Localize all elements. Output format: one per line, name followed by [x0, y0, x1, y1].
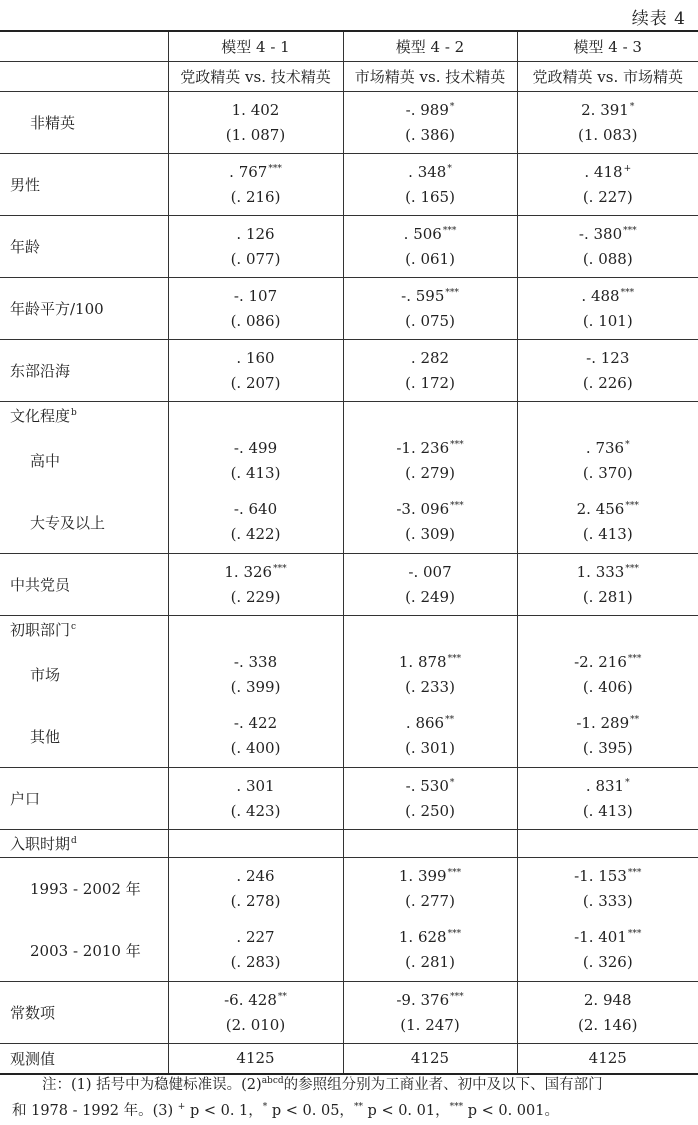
row-label-text: 2003 - 2010 年	[30, 941, 141, 960]
estimate-cell	[168, 644, 343, 706]
significance-marker: +	[623, 163, 632, 174]
significance-marker: ***	[442, 225, 457, 236]
table-body	[0, 92, 698, 1074]
coefficient-value: . 160	[236, 348, 275, 367]
estimate-cell	[343, 644, 517, 706]
row-label-text: 中共党员	[10, 576, 71, 594]
table-caption: 续表 4	[631, 9, 686, 29]
standard-error: (. 249)	[405, 587, 455, 606]
coefficient	[518, 988, 698, 1013]
note-text: p < 0. 001。	[463, 1103, 559, 1119]
standard-error: (. 172)	[405, 373, 455, 392]
row-label-text: 男性	[10, 176, 41, 194]
significance-marker: *	[449, 101, 455, 112]
standard-error: (. 370)	[582, 463, 633, 482]
estimate-cell	[517, 982, 698, 1044]
significance-marker: *	[449, 777, 455, 788]
coefficient	[344, 222, 517, 247]
row-label	[0, 616, 168, 644]
row-label-text: 市场	[30, 666, 61, 684]
row-label-text: 文化程度	[10, 407, 71, 426]
note-text: 和 1978 - 1992 年。(3)	[12, 1103, 174, 1119]
estimate-cell	[517, 216, 698, 278]
standard-error: (. 395)	[582, 739, 633, 758]
row-label-text: 非精英	[30, 114, 76, 132]
estimate-cell	[517, 920, 698, 982]
model-header: 模型 4 - 2	[343, 31, 517, 62]
row-label-text: 入职时期	[10, 835, 71, 853]
row-label	[0, 340, 168, 402]
significance-marker: ***	[623, 225, 637, 236]
significance-marker: ***	[445, 287, 459, 298]
coefficient-value: -. 338	[233, 652, 278, 671]
row-label	[0, 402, 168, 430]
estimate-cell	[517, 858, 698, 920]
estimate-cell	[517, 644, 698, 706]
significance-marker: **	[277, 991, 287, 1002]
coefficient-value: -2. 216	[574, 652, 627, 671]
coefficient	[518, 774, 698, 799]
estimate-cell	[517, 154, 698, 216]
coefficient-value: . 736	[585, 438, 625, 457]
coefficient	[169, 988, 343, 1013]
standard-error: (. 422)	[230, 525, 281, 544]
coefficient	[169, 774, 343, 799]
standard-error: (. 278)	[230, 891, 281, 910]
estimate-cell	[168, 554, 343, 616]
estimate-cell	[517, 492, 698, 554]
row-label-text: 年龄平方/100	[10, 300, 104, 318]
coefficient	[344, 711, 517, 736]
coefficient	[344, 650, 517, 675]
coefficient-value: 2. 391	[581, 100, 629, 119]
significance-marker: ***	[268, 163, 282, 174]
significance-marker: ***	[450, 991, 464, 1002]
estimate-cell	[517, 616, 698, 644]
table-group-row	[0, 402, 698, 430]
standard-error: (. 207)	[230, 373, 281, 392]
coefficient	[518, 1046, 698, 1071]
table-row	[0, 278, 698, 340]
coefficient	[518, 222, 698, 247]
coefficient	[518, 497, 698, 522]
estimate-cell	[168, 706, 343, 768]
estimate-cell	[517, 340, 698, 402]
note-superscript: **	[353, 1102, 363, 1113]
row-label-text: 1993 - 2002 年	[30, 880, 141, 899]
row-label	[0, 982, 168, 1044]
coefficient	[518, 436, 698, 461]
regression-table	[0, 30, 698, 1075]
standard-error: (2. 146)	[578, 1015, 638, 1034]
coefficient-value: . 282	[410, 348, 450, 367]
estimate-cell	[343, 554, 517, 616]
estimate-cell	[168, 430, 343, 492]
coefficient-value: 2. 948	[583, 990, 632, 1009]
header-empty-cell	[0, 31, 168, 62]
significance-marker: ***	[450, 501, 464, 512]
estimate-cell	[168, 92, 343, 154]
note-text: 的参照组分别为工商业者、初中及以下、国有部门	[283, 1077, 603, 1093]
standard-error: (. 283)	[230, 953, 281, 972]
standard-error: (. 075)	[405, 311, 455, 330]
coefficient-value: 1. 333	[576, 562, 625, 581]
row-label	[0, 830, 168, 858]
coefficient	[518, 346, 698, 371]
estimate-cell	[517, 706, 698, 768]
standard-error: (. 077)	[230, 249, 281, 268]
note-superscript: *	[262, 1102, 268, 1113]
table-row	[0, 644, 698, 706]
coefficient-value: . 301	[236, 776, 275, 795]
table-row	[0, 920, 698, 982]
model-header: 模型 4 - 3	[517, 31, 698, 62]
coefficient-value: -. 123	[586, 348, 630, 367]
estimate-cell	[343, 706, 517, 768]
standard-error: (1. 247)	[400, 1015, 460, 1034]
coefficient	[169, 711, 343, 736]
standard-error: (. 227)	[582, 187, 633, 206]
coefficient	[518, 864, 698, 889]
coefficient	[169, 284, 343, 309]
coefficient-value: -. 499	[233, 438, 278, 457]
coefficient-value: . 488	[581, 286, 620, 305]
standard-error: (. 413)	[582, 801, 633, 820]
row-label	[0, 492, 168, 554]
standard-error: (. 301)	[405, 739, 455, 758]
significance-marker: ***	[627, 653, 642, 664]
estimate-cell	[168, 858, 343, 920]
coefficient	[344, 925, 517, 950]
estimate-cell	[168, 492, 343, 554]
estimate-cell	[343, 402, 517, 430]
note-line-2	[12, 1098, 682, 1124]
estimate-cell	[517, 402, 698, 430]
coefficient	[169, 925, 343, 950]
standard-error: (. 165)	[405, 187, 455, 206]
standard-error: (. 281)	[582, 587, 633, 606]
coefficient-value: -. 380	[578, 224, 623, 243]
comparison-header: 市场精英 vs. 技术精英	[343, 62, 517, 92]
row-label	[0, 216, 168, 278]
coefficient	[169, 160, 343, 185]
coefficient	[169, 222, 343, 247]
table-group-row	[0, 616, 698, 644]
estimate-cell	[517, 92, 698, 154]
significance-marker: ***	[447, 867, 462, 878]
row-label	[0, 92, 168, 154]
estimate-cell	[343, 492, 517, 554]
estimate-cell	[343, 920, 517, 982]
standard-error: (. 277)	[405, 891, 455, 910]
coefficient-value: -1. 401	[574, 928, 627, 947]
standard-error: (. 233)	[405, 677, 455, 696]
standard-error: (. 279)	[405, 463, 455, 482]
note-superscript: +	[177, 1102, 186, 1113]
coefficient-value: . 348	[408, 162, 447, 181]
row-label-text: 其他	[30, 727, 61, 746]
standard-error: (. 413)	[230, 463, 281, 482]
estimate-cell	[168, 982, 343, 1044]
coefficient	[344, 98, 517, 123]
standard-error: (. 061)	[405, 249, 455, 268]
coefficient-value: -. 989	[405, 100, 449, 119]
coefficient-value: . 506	[403, 224, 442, 243]
row-label-text: 东部沿海	[10, 362, 71, 380]
coefficient-value: . 246	[236, 866, 275, 885]
estimate-cell	[168, 920, 343, 982]
coefficient-value: 4125	[588, 1048, 627, 1067]
significance-marker: ***	[447, 929, 462, 940]
note-superscript: ***	[449, 1102, 464, 1113]
coefficient	[344, 160, 517, 185]
header-empty-cell	[0, 62, 168, 92]
table-note	[12, 1072, 682, 1124]
coefficient	[344, 346, 517, 371]
standard-error: (. 406)	[582, 677, 633, 696]
coefficient	[169, 864, 343, 889]
estimate-cell	[517, 768, 698, 830]
table-row	[0, 554, 698, 616]
estimate-cell	[343, 340, 517, 402]
coefficient	[518, 925, 698, 950]
row-label-text: 高中	[30, 452, 61, 470]
coefficient-value: . 767	[229, 162, 268, 181]
table-group-row	[0, 830, 698, 858]
coefficient-value: 1. 326	[224, 562, 273, 581]
standard-error: (. 281)	[405, 953, 455, 972]
coefficient	[169, 436, 343, 461]
standard-error: (. 309)	[405, 525, 455, 544]
estimate-cell	[343, 768, 517, 830]
coefficient-value: 1. 628	[398, 928, 447, 947]
significance-marker: ***	[625, 563, 639, 574]
coefficient-value: 4125	[236, 1048, 275, 1067]
row-label	[0, 278, 168, 340]
note-text: 注：(1) 括号中为稳健标准误。(2)	[42, 1077, 262, 1093]
coefficient	[518, 650, 698, 675]
coefficient	[518, 284, 698, 309]
row-label-text: 常数项	[10, 1004, 56, 1022]
standard-error: (. 250)	[405, 801, 455, 820]
coefficient-value: -3. 096	[396, 500, 450, 519]
significance-marker: *	[625, 777, 630, 788]
standard-error: (. 216)	[230, 187, 281, 206]
standard-error: (. 229)	[230, 587, 281, 606]
coefficient	[344, 497, 517, 522]
standard-error: (2. 010)	[225, 1015, 286, 1034]
coefficient	[344, 774, 517, 799]
coefficient-value: -. 007	[408, 562, 452, 581]
standard-error: (. 088)	[582, 249, 633, 268]
table-row	[0, 768, 698, 830]
estimate-cell	[517, 278, 698, 340]
estimate-cell	[343, 216, 517, 278]
significance-marker: ***	[627, 929, 642, 940]
coefficient-value: -. 530	[405, 776, 449, 795]
note-text: p < 0. 05，	[267, 1103, 354, 1119]
coefficient	[518, 560, 698, 585]
significance-marker: ***	[273, 563, 287, 574]
coefficient-value: -1. 236	[396, 438, 450, 457]
significance-marker: *	[447, 163, 452, 174]
coefficient	[344, 284, 517, 309]
coefficient-value: . 126	[236, 224, 275, 243]
coefficient-value: -1. 289	[576, 714, 630, 733]
significance-marker: **	[445, 715, 455, 726]
row-label-text: 户口	[10, 790, 41, 808]
table-row	[0, 492, 698, 554]
significance-marker: ***	[447, 653, 462, 664]
row-label	[0, 706, 168, 768]
coefficient	[344, 1046, 517, 1071]
row-label	[0, 920, 168, 982]
standard-error: (. 101)	[582, 311, 633, 330]
coefficient-value: 1. 402	[231, 100, 280, 119]
estimate-cell	[517, 830, 698, 858]
coefficient	[169, 98, 343, 123]
note-text: p < 0. 01，	[362, 1103, 450, 1119]
significance-marker: **	[630, 715, 640, 726]
estimate-cell	[168, 830, 343, 858]
table-row	[0, 92, 698, 154]
row-label	[0, 644, 168, 706]
table-row	[0, 706, 698, 768]
coefficient-value: -. 107	[233, 286, 278, 305]
footnote-marker: b	[71, 408, 77, 419]
row-label-text: 大专及以上	[30, 513, 106, 532]
coefficient	[344, 436, 517, 461]
row-label	[0, 768, 168, 830]
footnote-marker: d	[71, 836, 77, 846]
standard-error: (. 326)	[582, 953, 633, 972]
model-header: 模型 4 - 1	[168, 31, 343, 62]
estimate-cell	[343, 154, 517, 216]
estimate-cell	[168, 402, 343, 430]
coefficient-value: 4125	[410, 1048, 450, 1067]
estimate-cell	[168, 616, 343, 644]
coefficient-value: . 418	[584, 162, 623, 181]
standard-error: (. 386)	[405, 125, 455, 144]
standard-error: (1. 087)	[225, 125, 286, 144]
estimate-cell	[517, 1044, 698, 1074]
estimate-cell	[343, 858, 517, 920]
coefficient	[344, 560, 517, 585]
coefficient	[169, 346, 343, 371]
standard-error: (. 086)	[230, 311, 281, 330]
standard-error: (. 413)	[582, 525, 633, 544]
coefficient-value: -6. 428	[224, 990, 277, 1009]
coefficient	[518, 711, 698, 736]
row-label-text: 年龄	[10, 238, 41, 256]
significance-marker: ***	[627, 867, 642, 878]
note-superscript: abcd	[261, 1076, 284, 1087]
coefficient-value: 1. 878	[398, 652, 447, 671]
coefficient-value: . 866	[405, 714, 445, 733]
coefficient-value: . 831	[585, 776, 625, 795]
row-label-text: 观测值	[10, 1049, 56, 1068]
coefficient-value: -. 595	[401, 286, 445, 305]
standard-error: (. 400)	[230, 739, 281, 758]
significance-marker: ***	[450, 439, 464, 450]
coefficient	[518, 98, 698, 123]
coefficient-value: -. 640	[233, 500, 278, 519]
note-line-1	[42, 1072, 682, 1098]
estimate-cell	[343, 982, 517, 1044]
table-row	[0, 216, 698, 278]
estimate-cell	[168, 340, 343, 402]
coefficient	[344, 864, 517, 889]
comparison-header: 党政精英 vs. 技术精英	[168, 62, 343, 92]
standard-error: (. 333)	[582, 891, 633, 910]
standard-error: (. 423)	[230, 801, 281, 820]
estimate-cell	[517, 430, 698, 492]
coefficient	[518, 160, 698, 185]
table-row	[0, 982, 698, 1044]
coefficient-value: -9. 376	[396, 990, 450, 1009]
coefficient	[344, 988, 517, 1013]
coefficient	[169, 650, 343, 675]
coefficient-value: -. 422	[233, 714, 278, 733]
coefficient-value: -1. 153	[574, 866, 627, 885]
significance-marker: *	[625, 439, 630, 450]
estimate-cell	[343, 830, 517, 858]
estimate-cell	[168, 768, 343, 830]
table-row	[0, 858, 698, 920]
row-label	[0, 154, 168, 216]
standard-error: (. 226)	[582, 373, 633, 392]
estimate-cell	[343, 1044, 517, 1074]
significance-marker: ***	[620, 287, 635, 298]
coefficient	[169, 497, 343, 522]
comparison-header: 党政精英 vs. 市场精英	[517, 62, 698, 92]
significance-marker: ***	[625, 501, 639, 512]
estimate-cell	[168, 278, 343, 340]
table-row	[0, 154, 698, 216]
estimate-cell	[168, 154, 343, 216]
row-label	[0, 858, 168, 920]
coefficient-value: . 227	[236, 928, 275, 947]
table-row	[0, 430, 698, 492]
estimate-cell	[517, 554, 698, 616]
row-label	[0, 430, 168, 492]
table-row	[0, 1044, 698, 1074]
estimate-cell	[343, 278, 517, 340]
estimate-cell	[343, 430, 517, 492]
coefficient-value: 1. 399	[398, 866, 447, 885]
note-text: p < 0. 1，	[185, 1103, 263, 1119]
estimate-cell	[168, 1044, 343, 1074]
row-label-text: 初职部门	[10, 621, 71, 640]
estimate-cell	[168, 216, 343, 278]
estimate-cell	[343, 92, 517, 154]
standard-error: (1. 083)	[578, 125, 638, 144]
footnote-marker: c	[71, 622, 77, 633]
row-label	[0, 554, 168, 616]
coefficient-value: 2. 456	[576, 500, 625, 519]
estimate-cell	[343, 616, 517, 644]
coefficient	[169, 1046, 343, 1071]
standard-error: (. 399)	[230, 677, 281, 696]
row-label	[0, 1044, 168, 1074]
significance-marker: *	[629, 101, 635, 112]
table-row	[0, 340, 698, 402]
coefficient	[169, 560, 343, 585]
